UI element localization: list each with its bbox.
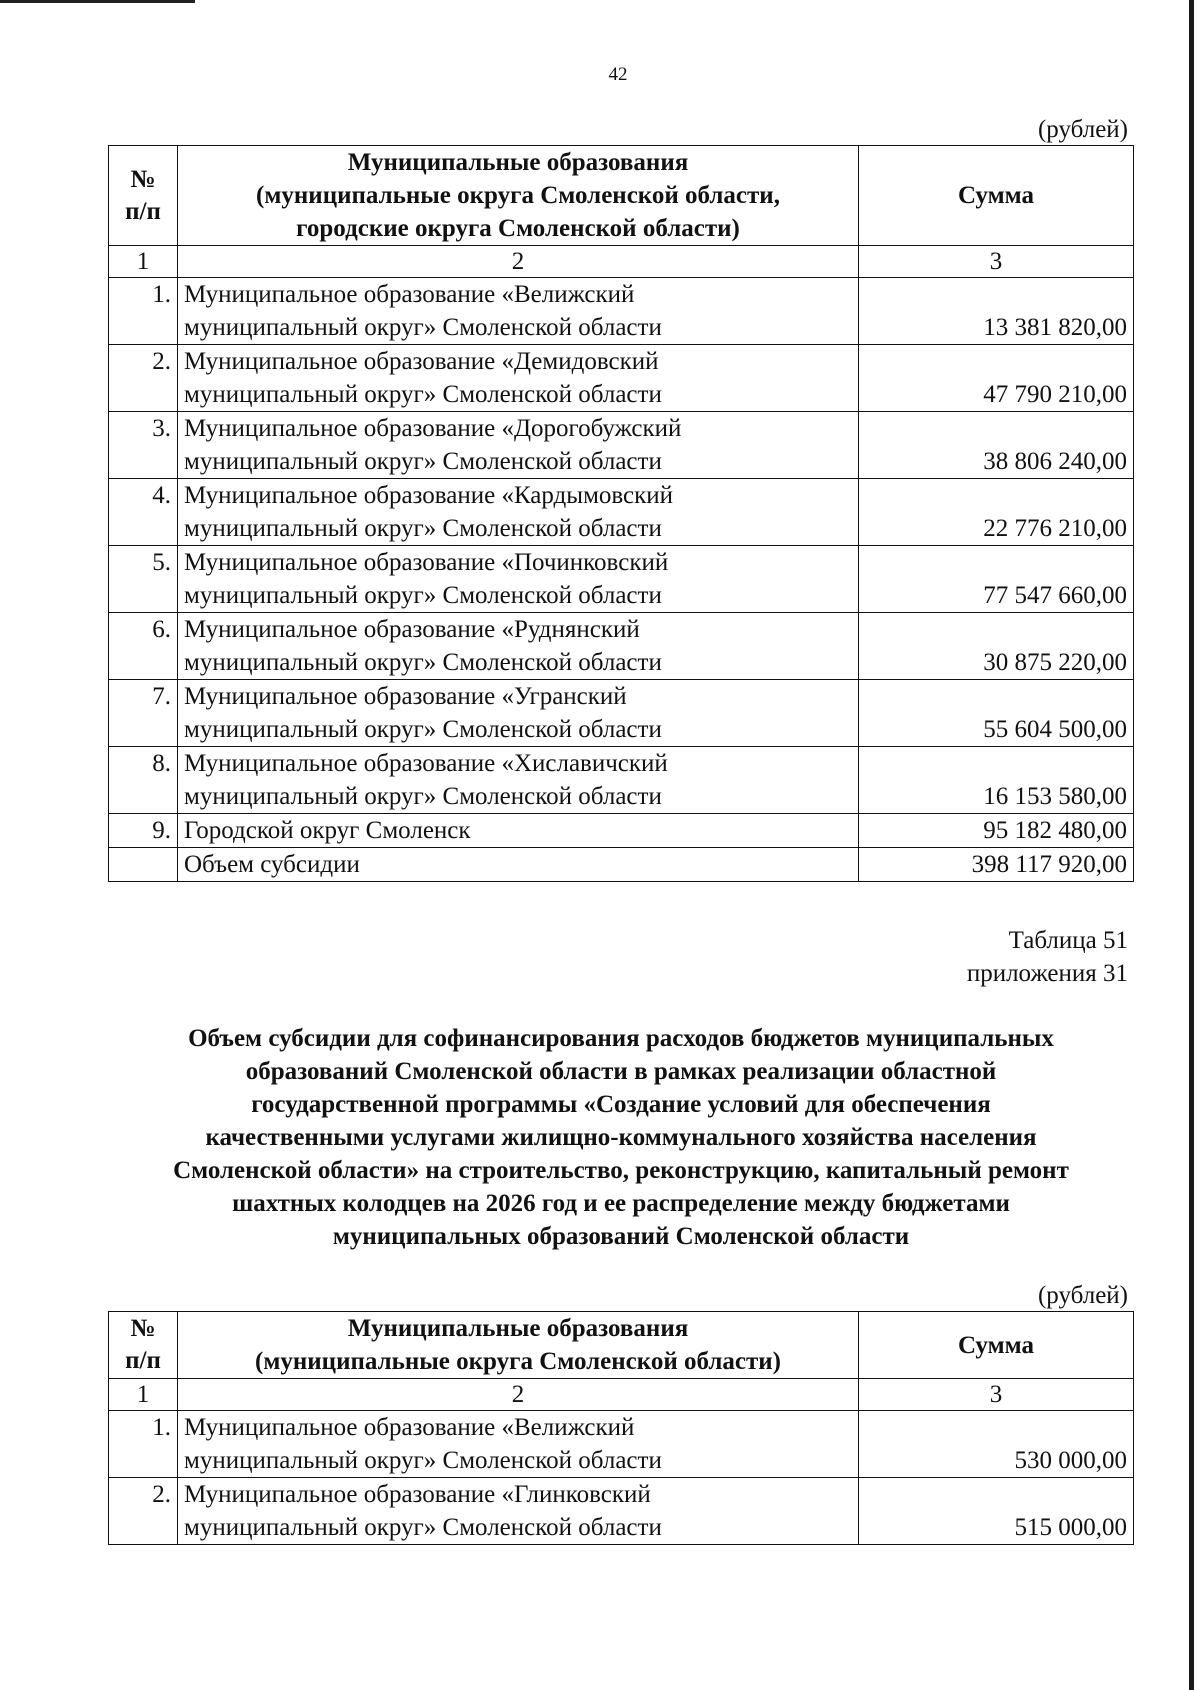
row-sum: 38 806 240,00 [859,412,1134,479]
header-line: Муниципальные образования [347,1315,689,1342]
index-cell: 1 [109,246,178,278]
table-row [109,479,1134,546]
row-municipality [178,747,859,814]
header-line: (муниципальные округа Смоленской области, [256,182,780,209]
table2-header-sum: Сумма [859,1312,1134,1379]
row-sum: 16 153 580,00 [859,747,1134,814]
row-name-line: муниципальный округ» Смоленской области [184,448,662,475]
table-row [109,546,1134,613]
row-municipality [178,546,859,613]
row-municipality [178,814,859,848]
table2-header-num [109,1312,178,1379]
header-num-line: п/п [125,1347,161,1374]
total-sum: 398 117 920,00 [859,848,1134,882]
row-municipality [178,345,859,412]
section-title [108,1022,1134,1253]
row-sum: 77 547 660,00 [859,546,1134,613]
header-num-line: № [130,1315,156,1342]
table-number: Таблица 51 [1008,927,1128,954]
row-municipality [178,1478,859,1545]
header-line: (муниципальные округа Смоленской области) [255,1348,781,1375]
row-num: 1. [109,1411,178,1478]
title-line: качественными услугами жилищно-коммунального хозяйства населения [205,1124,1037,1151]
row-sum: 13 381 820,00 [859,278,1134,345]
table-number-label [967,924,1128,990]
row-sum: 515 000,00 [859,1478,1134,1545]
header-num-line: № [130,165,156,193]
row-name-line: Муниципальное образование «Дорогобужский [184,415,682,442]
row-name-line: Городской округ Смоленск [184,817,471,844]
row-name-line: муниципальный округ» Смоленской области [184,515,662,542]
total-label: Объем субсидии [178,848,859,882]
row-name-line: Муниципальное образование «Угранский [184,683,627,710]
row-municipality [178,412,859,479]
row-num: 7. [109,680,178,747]
row-name-line: Муниципальное образование «Глинковский [184,1481,651,1508]
table-row [109,747,1134,814]
row-municipality [178,1411,859,1478]
table2-header-row [109,1312,1134,1379]
row-name-line: Муниципальное образование «Кардымовский [184,482,674,509]
scan-right-border [1189,0,1194,1690]
table-row [109,412,1134,479]
scan-edge-mark [0,0,195,3]
row-num: 1. [109,278,178,345]
row-num: 8. [109,747,178,814]
table2-header-municipality [178,1312,859,1379]
table-row [109,1411,1134,1478]
table2-index-row [109,1379,1134,1411]
table1-header-num [109,146,178,246]
title-line: муниципальных образований Смоленской области [332,1223,910,1250]
table-row [109,278,1134,345]
index-cell: 3 [859,1379,1134,1411]
title-line: Смоленской области» на строительство, реконструкцию, капитальный ремонт [173,1157,1069,1184]
row-name-line: муниципальный округ» Смоленской области [184,381,662,408]
table-row [109,680,1134,747]
row-sum: 55 604 500,00 [859,680,1134,747]
index-cell: 1 [109,1379,178,1411]
row-name-line: муниципальный округ» Смоленской области [184,649,662,676]
table1-unit: (рублей) [1037,116,1128,143]
header-line: Муниципальные образования [347,149,689,176]
row-num: 6. [109,613,178,680]
row-sum: 47 790 210,00 [859,345,1134,412]
title-line: шахтных колодцев на 2026 год и ее распределение между бюджетами [232,1190,1010,1217]
table-row [109,814,1134,848]
row-name-line: Муниципальное образование «Руднянский [184,616,640,643]
header-num-line: п/п [125,197,161,225]
row-name-line: Муниципальное образование «Хиславичский [184,750,668,777]
row-municipality [178,278,859,345]
appendix-number: приложения 31 [966,960,1128,987]
table1 [108,145,1134,882]
row-municipality [178,479,859,546]
row-name-line: муниципальный округ» Смоленской области [184,783,662,810]
table1-index-row [109,246,1134,278]
table2-unit: (рублей) [1037,1282,1128,1309]
row-name-line: Муниципальное образование «Велижский [184,1414,635,1441]
row-municipality [178,680,859,747]
row-num: 2. [109,345,178,412]
table-row [109,613,1134,680]
row-name-line: Муниципальное образование «Велижский [184,281,635,308]
table1-header-municipality [178,146,859,246]
row-num: 5. [109,546,178,613]
table1-header-row [109,146,1134,246]
row-sum: 30 875 220,00 [859,613,1134,680]
row-num: 4. [109,479,178,546]
row-name-line: муниципальный округ» Смоленской области [184,716,662,743]
row-name-line: муниципальный округ» Смоленской области [184,582,662,609]
row-name-line: Муниципальное образование «Починковский [184,549,669,576]
table-total-row [109,848,1134,882]
row-municipality [178,613,859,680]
row-num-empty [109,848,178,882]
table-row [109,1478,1134,1545]
row-name-line: муниципальный округ» Смоленской области [184,314,662,341]
title-line: Объем субсидии для софинансирования расходов бюджетов муниципальных [188,1025,1054,1052]
row-sum: 530 000,00 [859,1411,1134,1478]
row-sum: 22 776 210,00 [859,479,1134,546]
row-sum: 95 182 480,00 [859,814,1134,848]
table2 [108,1311,1134,1545]
table-row [109,345,1134,412]
row-num: 2. [109,1478,178,1545]
index-cell: 3 [859,246,1134,278]
row-num: 3. [109,412,178,479]
header-line: городские округа Смоленской области) [296,215,740,242]
index-cell: 2 [178,1379,859,1411]
page-number: 42 [608,64,628,85]
row-name-line: Муниципальное образование «Демидовский [184,348,659,375]
table1-header-sum: Сумма [859,146,1134,246]
title-line: образований Смоленской области в рамках реализации областной [245,1058,997,1085]
row-name-line: муниципальный округ» Смоленской области [184,1514,662,1541]
title-line: государственной программы «Создание условий для обеспечения [251,1091,991,1118]
row-num: 9. [109,814,178,848]
index-cell: 2 [178,246,859,278]
row-name-line: муниципальный округ» Смоленской области [184,1447,662,1474]
